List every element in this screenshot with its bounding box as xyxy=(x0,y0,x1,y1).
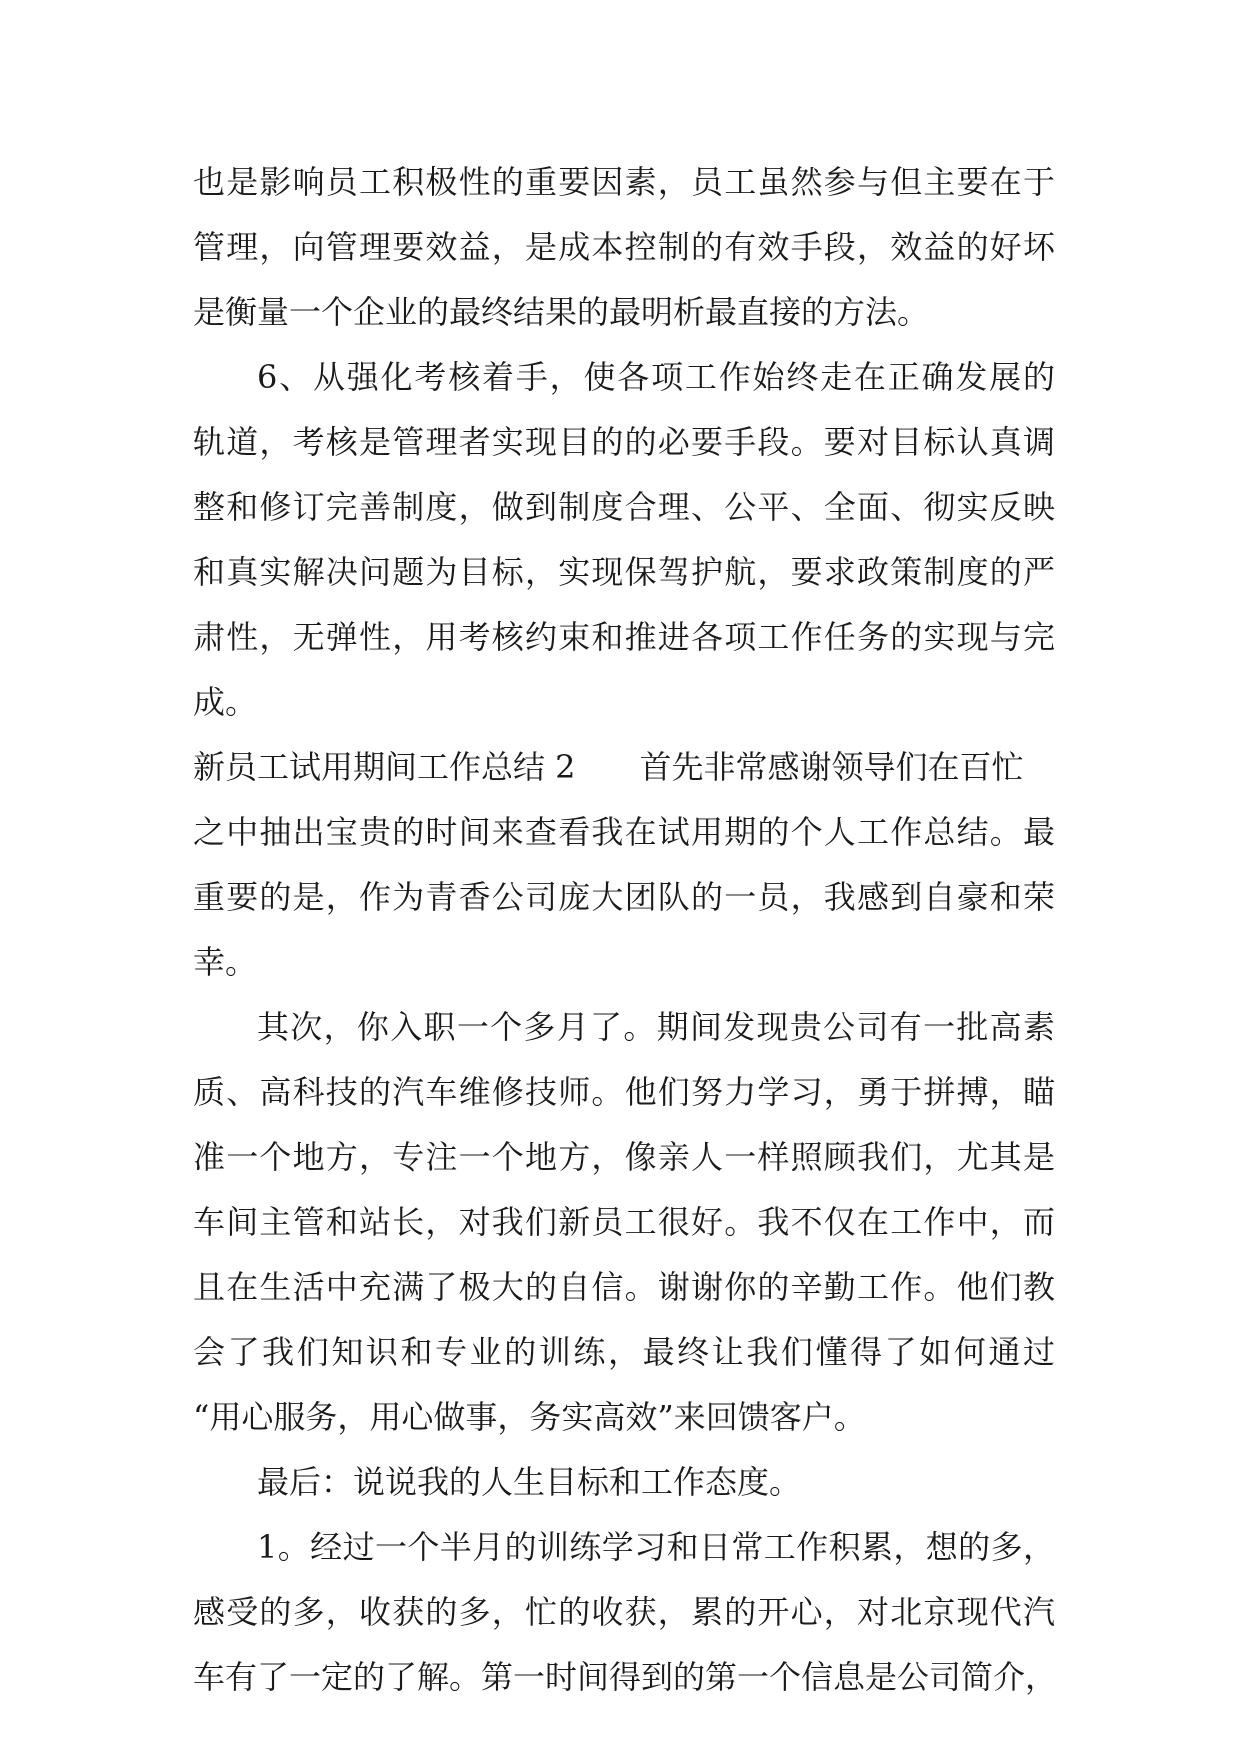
text-line: 其次，你入职一个多月了。期间发现贵公司有一批高素 xyxy=(257,1008,1055,1046)
text-line: 幸。 xyxy=(193,943,258,981)
text-line: 质、高科技的汽车维修技师。他们努力学习，勇于拼搏，瞄 xyxy=(193,1073,1055,1111)
text-line: 会了我们知识和专业的训练，最终让我们懂得了如何通过 xyxy=(193,1333,1055,1371)
text-line: 且在生活中充满了极大的自信。谢谢你的辛勤工作。他们教 xyxy=(193,1268,1055,1306)
text-line: 最后：说说我的人生目标和工作态度。 xyxy=(257,1463,802,1501)
text-line: 成。 xyxy=(193,683,258,721)
text-line: 车有了一定的了解。第一时间得到的第一个信息是公司简介， xyxy=(193,1658,1058,1696)
text-line: 是衡量一个企业的最终结果的最明析最直接的方法。 xyxy=(193,293,930,331)
text-line: 和真实解决问题为目标，实现保驾护航，要求政策制度的严 xyxy=(193,553,1055,591)
text-line: 轨道，考核是管理者实现目的的必要手段。要对目标认真调 xyxy=(193,423,1055,461)
document-page xyxy=(193,150,1058,1710)
text-line: 准一个地方，专注一个地方，像亲人一样照顾我们，尤其是 xyxy=(193,1138,1055,1176)
text-line: “用心服务，用心做事，务实高效”来回馈客户。 xyxy=(193,1398,866,1436)
text-line: 1。经过一个半月的训练学习和日常工作积累，想的多， xyxy=(257,1528,1055,1566)
text-line: 整和修订完善制度，做到制度合理、公平、全面、彻实反映 xyxy=(193,488,1055,526)
section-heading: 新员工试用期间工作总结 2 xyxy=(193,748,576,786)
text-line: 车间主管和站长，对我们新员工很好。我不仅在工作中，而 xyxy=(193,1203,1055,1241)
text-line: 也是影响员工积极性的重要因素，员工虽然参与但主要在于 xyxy=(193,163,1055,201)
text-line: 肃性，无弹性，用考核约束和推进各项工作任务的实现与完 xyxy=(193,618,1055,656)
text-line: 管理，向管理要效益，是成本控制的有效手段，效益的好坏 xyxy=(193,228,1055,266)
text-line: 6、从强化考核着手，使各项工作始终走在正确发展的 xyxy=(257,358,1055,396)
heading-continuation: 首先非常感谢领导们在百忙 xyxy=(639,748,1024,786)
text-line: 重要的是，作为青香公司庞大团队的一员，我感到自豪和荣 xyxy=(193,878,1055,916)
text-line: 感受的多，收获的多，忙的收获，累的开心，对北京现代汽 xyxy=(193,1593,1055,1631)
text-line: 之中抽出宝贵的时间来查看我在试用期的个人工作总结。最 xyxy=(193,813,1055,851)
section-heading-line xyxy=(193,735,1055,800)
